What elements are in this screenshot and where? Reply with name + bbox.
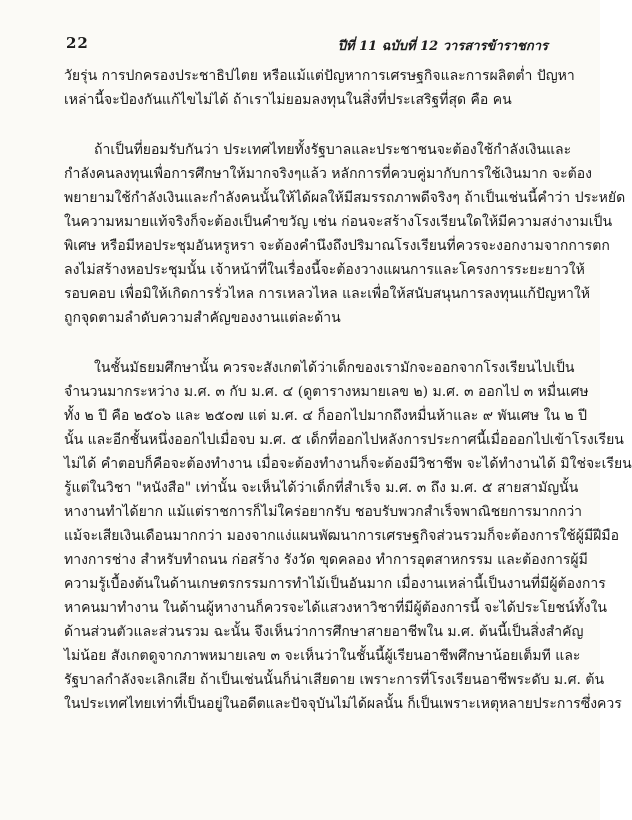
text-line: แม้จะเสียเงินเดือนมากกว่า มองจากแง่แผนพัฒนาการเศรษฐกิจส่วนรวมก็จะต้องการใช้ผู้มีฝีมือ [64, 528, 620, 544]
text-line: ทั้ง ๒ ปี คือ ๒๕๐๖ และ ๒๕๐๗ แต่ ม.ศ. ๔ ก็ออกไปมากถึงหมื่นห้าและ ๙ พันเศษ ใน ๒ ปี [64, 408, 587, 424]
text-line: ในประเทศไทยเท่าที่เป็นอยู่ในอดีตและปัจจุบันไม่ได้ผลนั้น ก็เป็นเพราะเหตุหลายประการซึ่งควร [64, 696, 622, 712]
text-line: รอบคอบ เพื่อมิให้เกิดการรั่วไหล การเหลวไหล และเพื่อให้สนับสนุนการลงทุนแก้ปัญหาให้ [64, 286, 590, 302]
text-line: ไม่ได้ คำตอบก็คือจะต้องทำงาน เมื่อจะต้องทำงานก็จะต้องมีวิชาชีพ จะได้ทำงานได้ มิใช่จะเรียน [64, 456, 632, 472]
text-line: ถ้าเป็นที่ยอมรับกันว่า ประเทศไทยทั้งรัฐบาลและประชาชนจะต้องใช้กำลังเงินและ [94, 142, 572, 158]
text-line: ในความหมายแท้จริงก็จะต้องเป็นคำขวัญ เช่น ก่อนจะสร้างโรงเรียนใดให้มีความสง่างามเป็น [64, 214, 613, 230]
text-line: กำลังคนลงทุนเพื่อการศึกษาให้มากจริงๆแล้ว หลักการที่ควบคู่มากับการใช้เงินมาก จะต้อง [64, 166, 593, 182]
page-number: 22 [66, 34, 89, 52]
text-line: ความรู้เบื้องต้นในด้านเกษตรกรรมการทำไม้เป็นอันมาก เมื่องานเหล่านี้เป็นงานที่มีผู้ต้องการ [64, 576, 606, 592]
text-line: พยายามใช้กำลังเงินและกำลังคนนั้นให้ได้ผลให้มีสมรรถภาพดีจริงๆ ถ้าเป็นเช่นนี้คำว่า ประหยัด [64, 190, 626, 206]
text-line: รัฐบาลกำลังจะเลิกเสีย ถ้าเป็นเช่นนั้นก็น่าเสียดาย เพราะการที่โรงเรียนอาชีพระดับ ม.ศ. ต้น [64, 672, 605, 688]
text-line: ลงไม่สร้างหอประชุมนั้น เจ้าหน้าที่ในเรื่องนี้จะต้องวางแผนการและโครงการระยะยาวให้ [64, 262, 585, 278]
paragraph [64, 64, 575, 112]
text-line: หางานทำได้ยาก แม้แต่ราชการก็ไม่ใคร่อยากรับ ชอบรับพวกสำเร็จพาณิชยการมากกว่า [64, 504, 583, 520]
text-line: ถูกจุดตามลำดับความสำคัญของงานแต่ละด้าน [64, 310, 341, 326]
text-line: ในชั้นมัธยมศึกษานั้น ควรจะสังเกตได้ว่าเด็กของเรามักจะออกจากโรงเรียนไปเป็น [94, 360, 575, 376]
journal-running-head: ปีที่ 11 ฉบับที่ 12 วารสารข้าราชการ [337, 39, 548, 54]
text-line: หาคนมาทำงาน ในด้านผู้หางานก็ควรจะได้แสวงหาวิชาที่มีผู้ต้องการนี้ จะได้ประโยชน์ทั้งใน [64, 600, 607, 616]
text-line: วัยรุ่น การปกครองประชาธิปไตย หรือแม้แต่ปัญหาการเศรษฐกิจและการผลิตต่ำ ปัญหา [64, 68, 575, 84]
text-line: เหล่านี้จะป้องกันแก้ไขไม่ได้ ถ้าเราไม่ยอมลงทุนในสิ่งที่ประเสริฐที่สุด คือ คน [64, 92, 512, 108]
text-line: ทางการช่าง สำหรับทำถนน ก่อสร้าง รังวัด ขุดคลอง ทำการอุตสาหกรรม และต้องการผู้มี [64, 552, 588, 568]
paragraph [64, 138, 626, 330]
text-line: จำนวนมากระหว่าง ม.ศ. ๓ กับ ม.ศ. ๔ (ดูตารางหมายเลข ๒) ม.ศ. ๓ ออกไป ๓ หมื่นเศษ [64, 384, 589, 400]
text-line: พิเศษ หรือมีหอประชุมอันหรูหรา จะต้องคำนึงถึงปริมาณโรงเรียนที่ควรจะงอกงามจากการตก [64, 238, 610, 254]
text-line: ไม่น้อย สังเกตดูจากภาพหมายเลข ๓ จะเห็นว่าในชั้นนี้ผู้เรียนอาชีพศึกษาน้อยเต็มที และ [64, 648, 581, 664]
text-line: นั้น และอีกชั้นหนึ่งออกไปเมื่อจบ ม.ศ. ๕ เด็กที่ออกไปหลังการประกาศนี้เมื่อออกไปเข้าโรงเรียน [64, 432, 624, 448]
paragraph [64, 356, 632, 716]
text-line: ด้านส่วนตัวและส่วนรวม ฉะนั้น จึงเห็นว่าการศึกษาสายอาชีพใน ม.ศ. ต้นนี้เป็นสิ่งสำคัญ [64, 624, 584, 640]
text-line: รู้แต่ในวิชา "หนังสือ" เท่านั้น จะเห็นได้ว่าเด็กที่สำเร็จ ม.ศ. ๓ ถึง ม.ศ. ๕ สายสามัญนั้น [64, 480, 579, 496]
